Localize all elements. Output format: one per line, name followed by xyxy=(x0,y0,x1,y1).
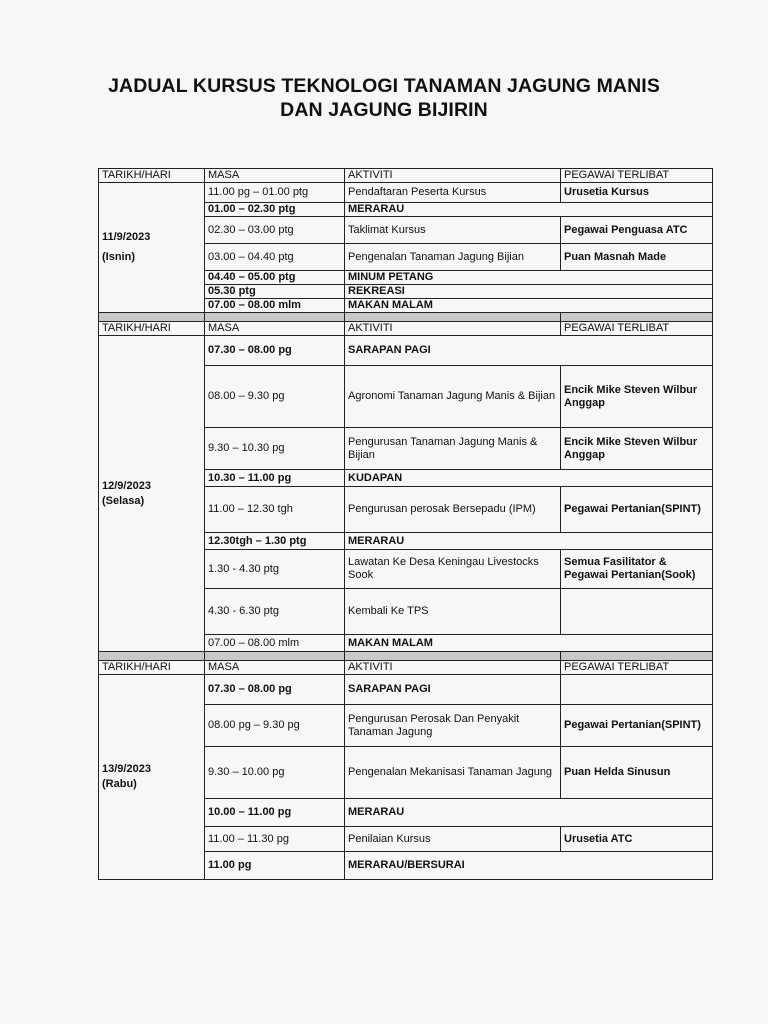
activity-cell: MAKAN MALAM xyxy=(345,635,713,652)
header-date: TARIKH/HARI xyxy=(99,169,205,183)
time-cell: 07.00 – 08.00 mlm xyxy=(205,299,345,313)
table-row xyxy=(99,183,713,203)
activity-cell: Pengurusan perosak Bersepadu (IPM) xyxy=(345,487,561,533)
header-date: TARIKH/HARI xyxy=(99,322,205,336)
title-line-2: DAN JAGUNG BIJIRIN xyxy=(280,99,488,121)
schedule-table xyxy=(98,168,713,880)
table-row xyxy=(99,336,713,366)
time-cell: 05.30 ptg xyxy=(205,285,345,299)
time-cell: 08.00 pg – 9.30 pg xyxy=(205,705,345,747)
time-cell: 11.00 – 11.30 pg xyxy=(205,827,345,852)
activity-cell: MERARAU xyxy=(345,799,713,827)
officer-cell: Urusetia ATC xyxy=(561,827,713,852)
officer-cell: Urusetia Kursus xyxy=(561,183,713,203)
activity-cell: REKREASI xyxy=(345,285,713,299)
table-row xyxy=(99,675,713,705)
header-activity: AKTIVITI xyxy=(345,322,561,336)
activity-cell: MERARAU xyxy=(345,203,713,217)
officer-cell: Pegawai Penguasa ATC xyxy=(561,217,713,244)
time-cell: 07.00 – 08.00 mlm xyxy=(205,635,345,652)
officer-cell: Semua Fasilitator & Pegawai Pertanian(Sook) xyxy=(561,550,713,589)
time-cell: 11.00 pg – 01.00 ptg xyxy=(205,183,345,203)
header-activity: AKTIVITI xyxy=(345,169,561,183)
officer-cell: Encik Mike Steven Wilbur Anggap xyxy=(561,428,713,470)
header-activity: AKTIVITI xyxy=(345,661,561,675)
header-officer: PEGAWAI TERLIBAT xyxy=(561,322,713,336)
activity-cell: Pengurusan Perosak Dan Penyakit Tanaman Jagung xyxy=(345,705,561,747)
activity-cell: Taklimat Kursus xyxy=(345,217,561,244)
day-name: (Selasa) xyxy=(102,494,145,507)
time-cell: 9.30 – 10.30 pg xyxy=(205,428,345,470)
time-cell: 01.00 – 02.30 ptg xyxy=(205,203,345,217)
day-cell xyxy=(99,183,205,313)
day-date: 11/9/2023 xyxy=(102,231,151,243)
header-officer: PEGAWAI TERLIBAT xyxy=(561,169,713,183)
activity-cell: MAKAN MALAM xyxy=(345,299,713,313)
officer-cell: Puan Helda Sinusun xyxy=(561,747,713,799)
table-header-row xyxy=(99,169,713,183)
activity-cell: Pengenalan Mekanisasi Tanaman Jagung xyxy=(345,747,561,799)
header-officer: PEGAWAI TERLIBAT xyxy=(561,661,713,675)
time-cell: 02.30 – 03.00 ptg xyxy=(205,217,345,244)
time-cell: 11.00 pg xyxy=(205,852,345,880)
time-cell: 4.30 - 6.30 ptg xyxy=(205,589,345,635)
time-cell: 07.30 – 08.00 pg xyxy=(205,336,345,366)
header-time: MASA xyxy=(205,322,345,336)
officer-cell: Puan Masnah Made xyxy=(561,244,713,271)
separator-row xyxy=(99,313,713,322)
officer-cell xyxy=(561,675,713,705)
table-header-row xyxy=(99,661,713,675)
activity-cell: Pengenalan Tanaman Jagung Bijian xyxy=(345,244,561,271)
activity-cell: Pendaftaran Peserta Kursus xyxy=(345,183,561,203)
activity-cell: MINUM PETANG xyxy=(345,271,713,285)
time-cell: 12.30tgh – 1.30 ptg xyxy=(205,533,345,550)
header-time: MASA xyxy=(205,169,345,183)
activity-cell: SARAPAN PAGI xyxy=(345,675,561,705)
time-cell: 08.00 – 9.30 pg xyxy=(205,366,345,428)
time-cell: 03.00 – 04.40 ptg xyxy=(205,244,345,271)
officer-cell: Pegawai Pertanian(SPINT) xyxy=(561,705,713,747)
officer-cell: Encik Mike Steven Wilbur Anggap xyxy=(561,366,713,428)
time-cell: 07.30 – 08.00 pg xyxy=(205,675,345,705)
activity-cell: MERARAU/BERSURAI xyxy=(345,852,713,880)
title-line-1: JADUAL KURSUS TEKNOLOGI TANAMAN JAGUNG MANIS xyxy=(108,75,660,97)
activity-cell: SARAPAN PAGI xyxy=(345,336,713,366)
day-name: (Rabu) xyxy=(102,778,137,790)
day-cell xyxy=(99,675,205,880)
header-time: MASA xyxy=(205,661,345,675)
document-title xyxy=(60,74,708,122)
activity-cell: Kembali Ke TPS xyxy=(345,589,561,635)
day-name: (Isnin) xyxy=(102,251,135,263)
day-cell xyxy=(99,336,205,652)
officer-cell xyxy=(561,589,713,635)
time-cell: 1.30 - 4.30 ptg xyxy=(205,550,345,589)
day-date: 13/9/2023 xyxy=(102,763,151,775)
separator-row xyxy=(99,652,713,661)
activity-cell: Lawatan Ke Desa Keningau Livestocks Sook xyxy=(345,550,561,589)
day-date: 12/9/2023 xyxy=(102,479,151,492)
officer-cell: Pegawai Pertanian(SPINT) xyxy=(561,487,713,533)
time-cell: 10.00 – 11.00 pg xyxy=(205,799,345,827)
activity-cell: MERARAU xyxy=(345,533,713,550)
activity-cell: Penilaian Kursus xyxy=(345,827,561,852)
activity-cell: KUDAPAN xyxy=(345,470,713,487)
activity-cell: Pengurusan Tanaman Jagung Manis & Bijian xyxy=(345,428,561,470)
activity-cell: Agronomi Tanaman Jagung Manis & Bijian xyxy=(345,366,561,428)
time-cell: 10.30 – 11.00 pg xyxy=(205,470,345,487)
time-cell: 9.30 – 10.00 pg xyxy=(205,747,345,799)
header-date: TARIKH/HARI xyxy=(99,661,205,675)
time-cell: 11.00 – 12.30 tgh xyxy=(205,487,345,533)
table-header-row xyxy=(99,322,713,336)
time-cell: 04.40 – 05.00 ptg xyxy=(205,271,345,285)
